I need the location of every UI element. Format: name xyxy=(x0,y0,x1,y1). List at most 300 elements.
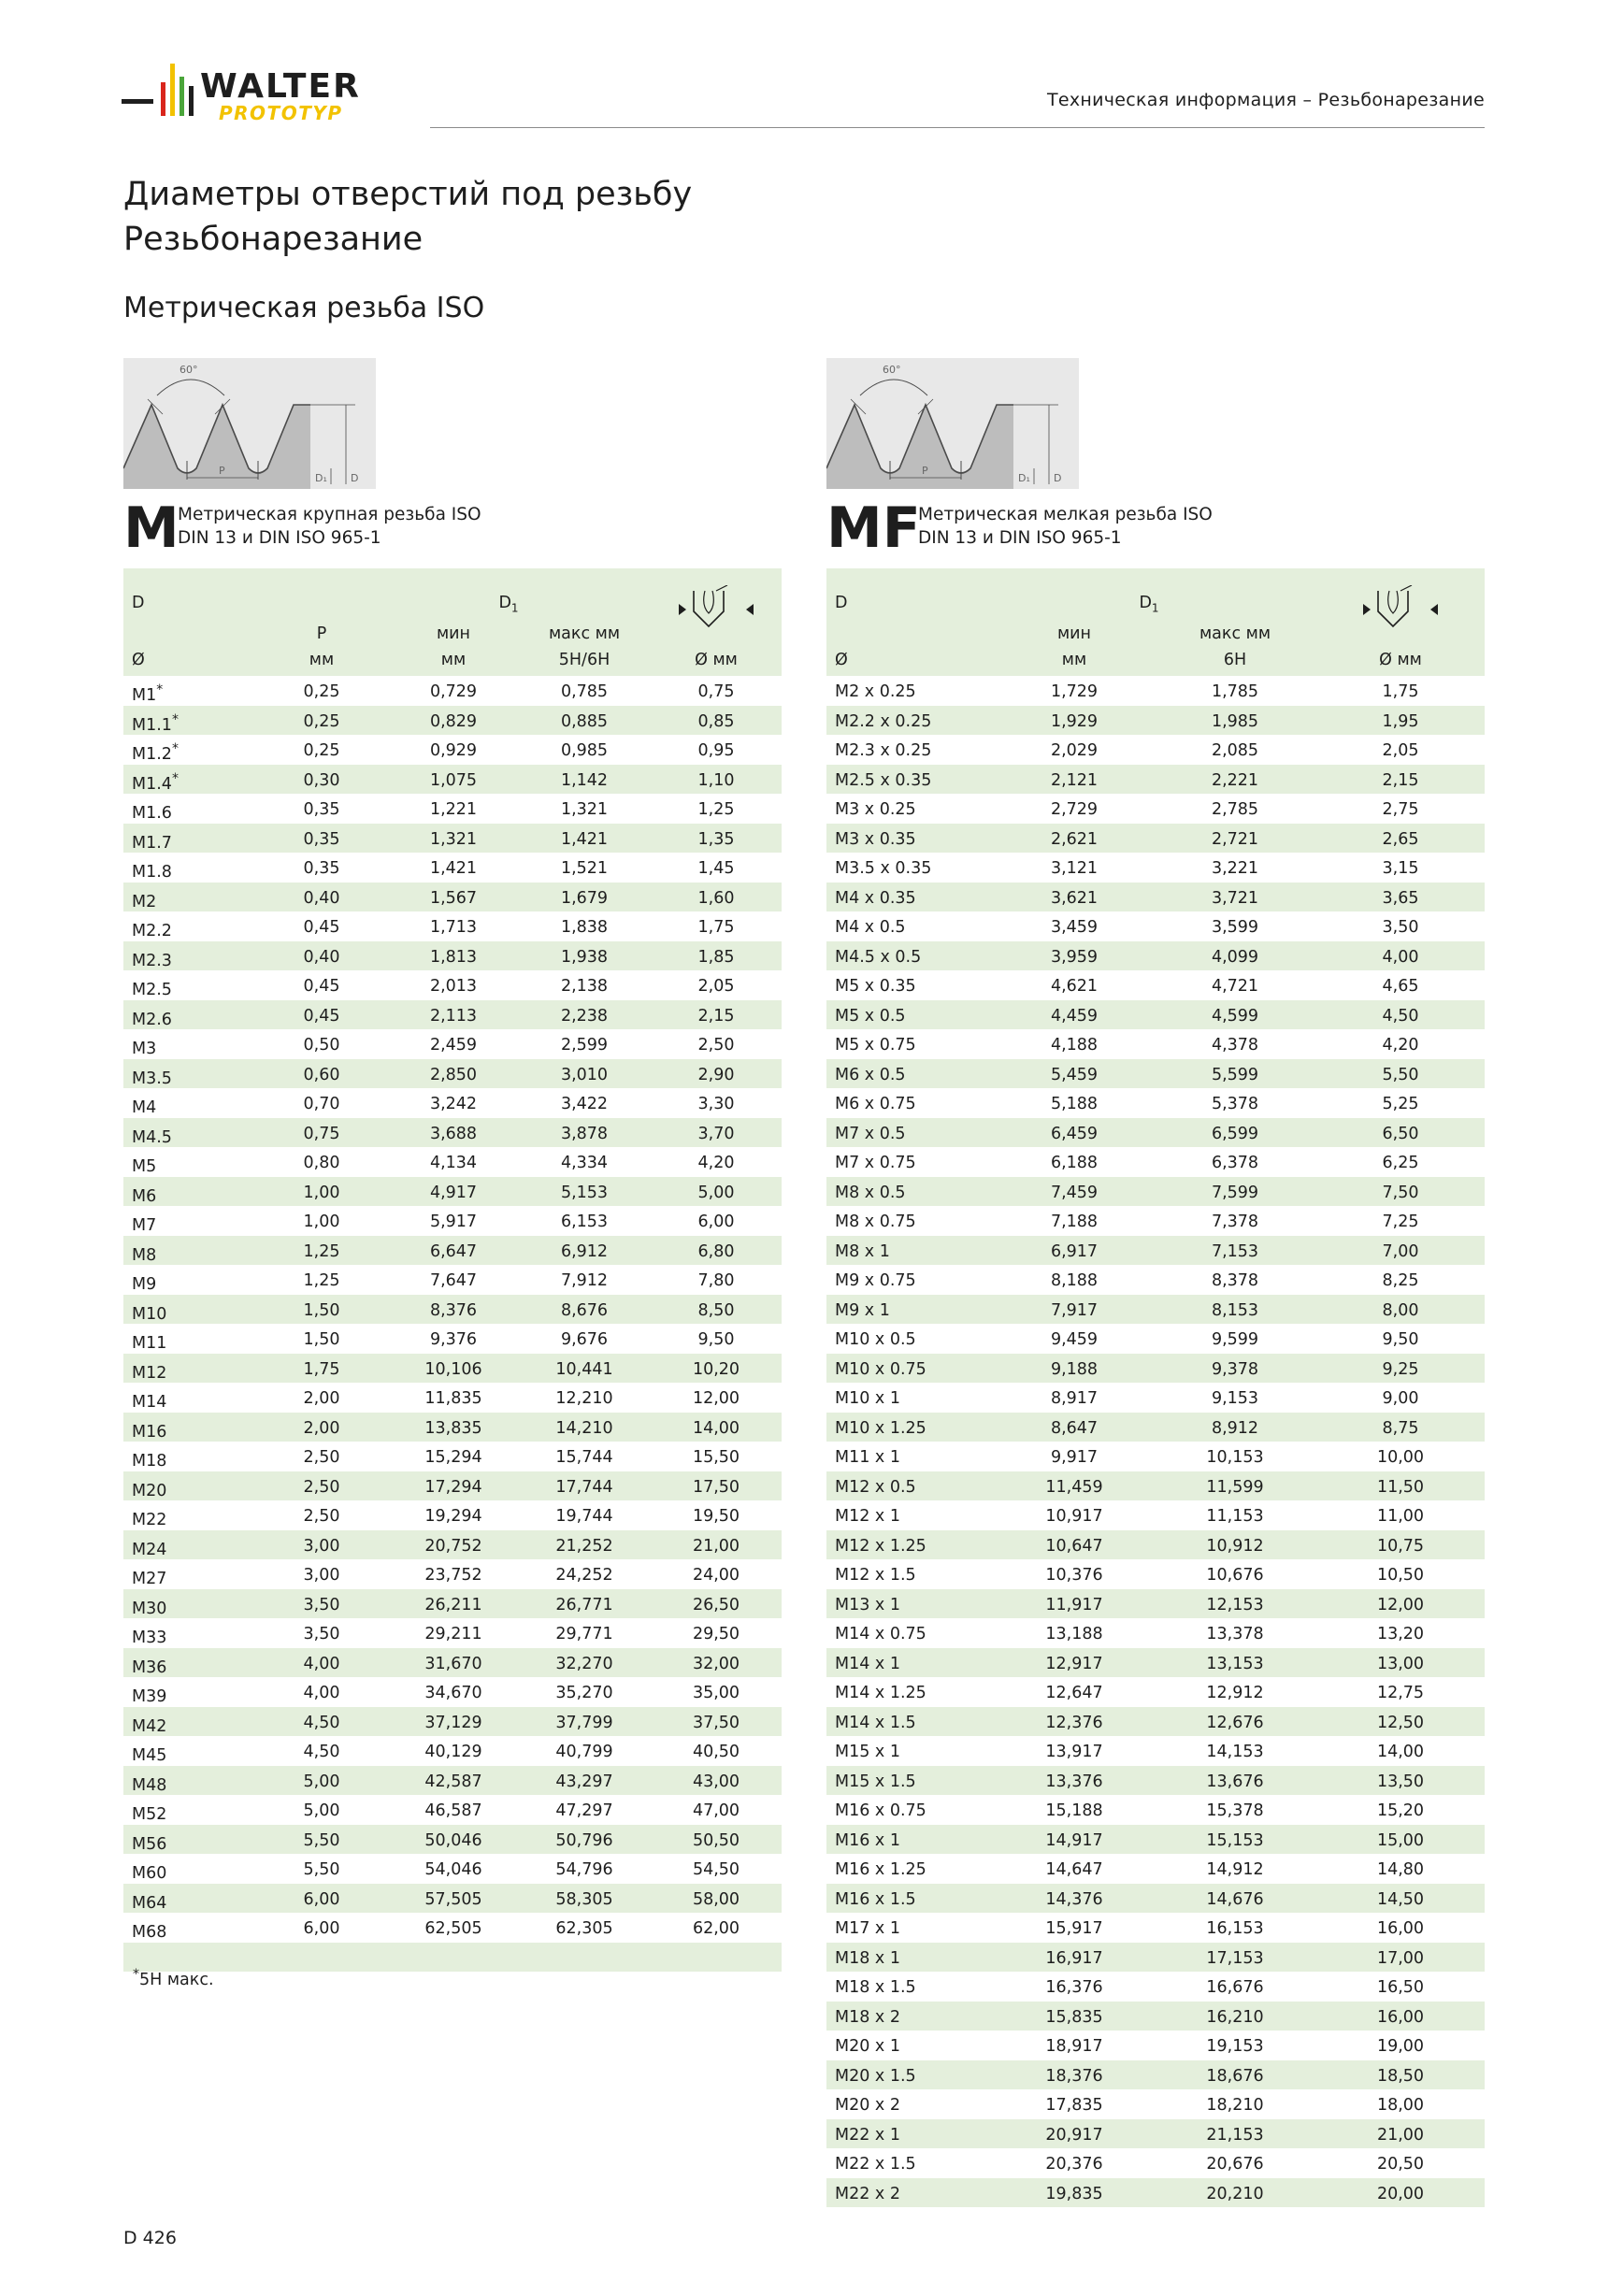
cell-p: 4,50 xyxy=(303,1713,340,1732)
cell-d: M33 xyxy=(132,1628,167,1647)
cell-p: 0,25 xyxy=(303,711,340,731)
cell-max: 5,599 xyxy=(1211,1065,1259,1084)
table-row xyxy=(123,1766,782,1796)
cell-min: 9,459 xyxy=(1050,1330,1099,1349)
cell-max: 4,099 xyxy=(1211,947,1259,967)
cell-min: 10,647 xyxy=(1045,1536,1103,1556)
cell-min: 2,729 xyxy=(1050,800,1099,819)
cell-p: 0,35 xyxy=(303,829,340,849)
cell-p: 3,50 xyxy=(303,1625,340,1643)
cell-max: 40,799 xyxy=(555,1743,613,1761)
cell-max: 62,305 xyxy=(555,1919,613,1938)
table-row xyxy=(123,1854,782,1884)
cell-d: M3 x 0.25 xyxy=(835,800,916,819)
cell-drill: 1,75 xyxy=(697,918,735,937)
cell-d: M1.6 xyxy=(132,803,172,823)
cell-min: 2,113 xyxy=(429,1006,478,1026)
cell-min: 6,917 xyxy=(1050,1241,1099,1261)
cell-drill: 9,00 xyxy=(1382,1389,1419,1408)
cell-max: 3,010 xyxy=(560,1065,609,1084)
cell-drill: 2,15 xyxy=(1382,770,1419,790)
cell-max: 19,153 xyxy=(1206,2037,1264,2056)
cell-d: M68 xyxy=(132,1922,167,1942)
cell-d: M18 x 1 xyxy=(835,1948,900,1968)
page-number: D 426 xyxy=(123,2228,177,2248)
table-row xyxy=(123,824,782,854)
table-row xyxy=(826,970,1485,1000)
cell-drill: 3,70 xyxy=(697,1124,735,1143)
cell-min: 2,621 xyxy=(1050,829,1099,849)
cell-max: 24,252 xyxy=(555,1566,613,1585)
cell-p: 0,35 xyxy=(303,859,340,878)
page-subtitle: Метрическая резьба ISO xyxy=(123,292,485,324)
cell-min: 13,376 xyxy=(1045,1772,1103,1791)
table-row xyxy=(123,1736,782,1766)
table-row xyxy=(123,1471,782,1501)
cell-max: 2,138 xyxy=(560,977,609,996)
table-row xyxy=(123,1648,782,1678)
table-row xyxy=(123,1677,782,1707)
cell-d: M5 x 0.35 xyxy=(835,977,916,996)
cell-p: 4,00 xyxy=(303,1684,340,1702)
table-row xyxy=(123,883,782,912)
cell-max: 18,210 xyxy=(1206,2096,1264,2115)
cell-p: 2,50 xyxy=(303,1507,340,1526)
cell-p: 0,45 xyxy=(303,918,340,937)
cell-d: M45 xyxy=(132,1745,167,1765)
cell-max: 10,676 xyxy=(1206,1566,1264,1585)
cell-d: M39 xyxy=(132,1686,167,1706)
cell-drill: 18,50 xyxy=(1376,2066,1425,2086)
cell-d: M27 xyxy=(132,1569,167,1588)
cell-max: 11,599 xyxy=(1206,1477,1264,1497)
cell-max: 6,912 xyxy=(560,1241,609,1261)
cell-drill: 20,50 xyxy=(1376,2155,1425,2174)
cell-drill: 1,75 xyxy=(1382,682,1419,701)
cell-drill: 16,50 xyxy=(1376,1978,1425,1997)
header-p-unit: мм xyxy=(309,651,335,669)
table-row xyxy=(123,853,782,883)
cell-d: M3 x 0.35 xyxy=(835,829,916,849)
cell-min: 26,211 xyxy=(424,1595,482,1614)
cell-d: M4.5 xyxy=(132,1127,172,1147)
cell-drill: 5,25 xyxy=(1382,1095,1419,1113)
cell-d: M12 x 0.5 xyxy=(835,1477,916,1497)
table-row xyxy=(826,1118,1485,1148)
cell-drill: 4,65 xyxy=(1382,977,1419,996)
cell-d: M64 xyxy=(132,1893,167,1913)
footnote: *5H макс. xyxy=(133,1967,214,1989)
cell-drill: 2,15 xyxy=(697,1006,735,1026)
svg-text:D: D xyxy=(1054,472,1062,484)
table-row xyxy=(123,1383,782,1413)
cell-min: 1,075 xyxy=(429,770,478,790)
cell-d: M12 x 1.25 xyxy=(835,1536,926,1556)
table-row xyxy=(826,824,1485,854)
cell-d: M5 x 0.5 xyxy=(835,1006,906,1026)
coarse-thread-symbol: M xyxy=(123,495,180,561)
cell-max: 58,305 xyxy=(555,1889,613,1909)
cell-drill: 12,50 xyxy=(1376,1713,1425,1732)
cell-drill: 54,50 xyxy=(692,1860,740,1879)
cell-p: 0,75 xyxy=(303,1124,340,1143)
cell-drill: 1,35 xyxy=(697,829,735,849)
cell-min: 10,106 xyxy=(424,1359,482,1379)
cell-drill: 0,75 xyxy=(697,682,735,701)
cell-min: 4,917 xyxy=(429,1183,478,1202)
cell-min: 14,917 xyxy=(1045,1830,1103,1850)
cell-drill: 2,75 xyxy=(1382,800,1419,819)
cell-max: 17,744 xyxy=(555,1477,613,1497)
cell-d: M36 xyxy=(132,1657,167,1677)
cell-d: M22 xyxy=(132,1510,167,1529)
cell-p: 5,50 xyxy=(303,1830,340,1850)
cell-min: 3,459 xyxy=(1050,918,1099,937)
cell-drill: 6,80 xyxy=(697,1241,735,1261)
cell-drill: 3,15 xyxy=(1382,859,1419,878)
table-row xyxy=(826,1736,1485,1766)
cell-d: M7 xyxy=(132,1215,157,1235)
cell-d: M1.7 xyxy=(132,833,172,853)
cell-drill: 24,00 xyxy=(692,1566,740,1585)
header-d1: $D_1$ xyxy=(498,594,519,615)
cell-drill: 7,00 xyxy=(1382,1241,1419,1261)
header-drill-unit: Ø мм xyxy=(1379,651,1422,669)
cell-drill: 15,00 xyxy=(1376,1830,1425,1850)
table-row xyxy=(123,1589,782,1619)
cell-min: 1,929 xyxy=(1050,711,1099,731)
cell-min: 20,376 xyxy=(1045,2155,1103,2174)
cell-drill: 2,65 xyxy=(1382,829,1419,849)
svg-text:D₁: D₁ xyxy=(315,472,327,484)
cell-max: 1,321 xyxy=(560,800,609,819)
table-row xyxy=(826,1177,1485,1207)
cell-min: 0,729 xyxy=(429,682,478,701)
cell-p: 4,50 xyxy=(303,1743,340,1761)
table-row xyxy=(826,1383,1485,1413)
cell-min: 12,917 xyxy=(1045,1654,1103,1673)
cell-d: M2 x 0.25 xyxy=(835,682,916,701)
header-p: P xyxy=(316,624,327,643)
thread-profile-diagram-left xyxy=(123,358,376,489)
cell-min: 6,459 xyxy=(1050,1124,1099,1143)
cell-min: 19,835 xyxy=(1045,2184,1103,2203)
table-row xyxy=(826,1354,1485,1384)
cell-d: M8 x 0.5 xyxy=(835,1183,906,1202)
cell-min: 5,188 xyxy=(1050,1095,1099,1113)
cell-drill: 19,50 xyxy=(692,1507,740,1526)
cell-min: 17,835 xyxy=(1045,2096,1103,2115)
header-min: мин xyxy=(436,624,471,643)
table-row xyxy=(826,735,1485,765)
header-diameter-symbol: Ø xyxy=(132,651,145,669)
table-row xyxy=(826,1295,1485,1325)
cell-max: 1,985 xyxy=(1211,711,1259,731)
table-row xyxy=(123,1265,782,1295)
cell-drill: 0,85 xyxy=(697,711,735,731)
header-d: D xyxy=(132,594,145,612)
cell-d: M11 x 1 xyxy=(835,1448,900,1467)
cell-min: 1,813 xyxy=(429,947,478,967)
cell-p: 0,25 xyxy=(303,741,340,760)
cell-p: 2,50 xyxy=(303,1448,340,1467)
svg-text:P: P xyxy=(922,465,928,477)
cell-max: 1,421 xyxy=(560,829,609,849)
cell-d: M18 x 2 xyxy=(835,2007,900,2027)
cell-p: 1,00 xyxy=(303,1183,340,1202)
cell-max: 17,153 xyxy=(1206,1948,1264,1968)
table-row xyxy=(826,1943,1485,1973)
cell-drill: 2,90 xyxy=(697,1065,735,1084)
cell-drill: 2,50 xyxy=(697,1036,735,1055)
cell-d: M1.2* xyxy=(132,741,179,764)
cell-d: M16 x 1.25 xyxy=(835,1860,926,1879)
table-row xyxy=(826,1854,1485,1884)
cell-drill: 11,00 xyxy=(1376,1507,1425,1526)
table-row xyxy=(826,1413,1485,1442)
cell-d: M2.2 x 0.25 xyxy=(835,711,932,731)
cell-max: 12,676 xyxy=(1206,1713,1264,1732)
cell-d: M14 x 1.5 xyxy=(835,1713,916,1732)
cell-p: 2,00 xyxy=(303,1418,340,1438)
cell-drill: 9,50 xyxy=(1382,1330,1419,1349)
cell-min: 10,376 xyxy=(1045,1566,1103,1585)
cell-drill: 18,00 xyxy=(1376,2096,1425,2115)
cell-p: 5,00 xyxy=(303,1772,340,1791)
cell-drill: 21,00 xyxy=(1376,2125,1425,2145)
cell-drill: 21,00 xyxy=(692,1536,740,1556)
table-row xyxy=(826,2148,1485,2178)
coarse-thread-caption xyxy=(178,503,481,550)
cell-d: M3 xyxy=(132,1039,157,1058)
logo-walter-text: WALTER xyxy=(200,67,361,106)
header-d: D xyxy=(835,594,848,612)
cell-max: 13,676 xyxy=(1206,1772,1264,1791)
page-title-line1: Диаметры отверстий под резьбу xyxy=(123,176,693,213)
cell-d: M20 x 2 xyxy=(835,2096,900,2115)
cell-drill: 7,80 xyxy=(697,1271,735,1290)
cell-min: 6,647 xyxy=(429,1241,478,1261)
cell-drill: 8,75 xyxy=(1382,1418,1419,1438)
cell-d: M56 xyxy=(132,1834,167,1854)
cell-min: 3,621 xyxy=(1050,888,1099,908)
header-max: макс мм xyxy=(548,624,621,643)
table-row xyxy=(123,1295,782,1325)
cell-d: M12 x 1 xyxy=(835,1507,900,1526)
table-row xyxy=(123,706,782,736)
table-row xyxy=(123,1618,782,1648)
table-row xyxy=(123,1059,782,1089)
cell-max: 4,721 xyxy=(1211,977,1259,996)
svg-text:60°: 60° xyxy=(883,364,901,376)
cell-p: 0,45 xyxy=(303,1006,340,1026)
table-row xyxy=(826,911,1485,941)
table-row xyxy=(123,1206,782,1236)
cell-min: 40,129 xyxy=(424,1743,482,1761)
table-row xyxy=(123,1795,782,1825)
cell-drill: 9,50 xyxy=(697,1330,735,1349)
cell-max: 3,422 xyxy=(560,1095,609,1113)
table-row xyxy=(123,765,782,795)
cell-drill: 11,50 xyxy=(1376,1477,1425,1497)
cell-max: 11,153 xyxy=(1206,1507,1264,1526)
cell-max: 43,297 xyxy=(555,1772,613,1791)
table-row xyxy=(826,1265,1485,1295)
cell-max: 18,676 xyxy=(1206,2066,1264,2086)
table-row xyxy=(123,1442,782,1471)
cell-min: 3,121 xyxy=(1050,859,1099,878)
cell-d: M60 xyxy=(132,1863,167,1883)
cell-min: 1,221 xyxy=(429,800,478,819)
cell-d: M4.5 x 0.5 xyxy=(835,947,922,967)
cell-drill: 2,05 xyxy=(697,977,735,996)
cell-d: M22 x 1.5 xyxy=(835,2155,916,2174)
cell-p: 6,00 xyxy=(303,1889,340,1909)
cell-drill: 14,80 xyxy=(1376,1860,1425,1879)
cell-max: 3,878 xyxy=(560,1124,609,1143)
cell-d: M2.3 x 0.25 xyxy=(835,741,932,760)
cell-drill: 3,65 xyxy=(1382,888,1419,908)
cell-max: 2,085 xyxy=(1211,741,1259,760)
table-row xyxy=(123,1118,782,1148)
cell-max: 7,599 xyxy=(1211,1183,1259,1202)
cell-p: 1,50 xyxy=(303,1300,340,1320)
cell-max: 2,599 xyxy=(560,1036,609,1055)
cell-drill: 10,20 xyxy=(692,1359,740,1379)
cell-min: 1,421 xyxy=(429,859,478,878)
cell-d: M16 x 1.5 xyxy=(835,1889,916,1909)
cell-max: 2,238 xyxy=(560,1006,609,1026)
cell-drill: 14,50 xyxy=(1376,1889,1425,1909)
cell-min: 37,129 xyxy=(424,1713,482,1732)
cell-min: 16,917 xyxy=(1045,1948,1103,1968)
cell-min: 7,647 xyxy=(429,1271,478,1290)
cell-max: 0,785 xyxy=(560,682,609,701)
cell-drill: 1,25 xyxy=(697,800,735,819)
table-row xyxy=(826,1442,1485,1471)
cell-drill: 4,00 xyxy=(1382,947,1419,967)
cell-drill: 7,25 xyxy=(1382,1213,1419,1231)
table-row xyxy=(826,2089,1485,2119)
cell-p: 0,70 xyxy=(303,1095,340,1113)
coarse-thread-caption-line1: Метрическая крупная резьба ISO xyxy=(178,505,481,524)
header-d1: $D_1$ xyxy=(1139,594,1159,615)
cell-d: M42 xyxy=(132,1716,167,1736)
cell-drill: 62,00 xyxy=(692,1919,740,1938)
header-min-unit: мм xyxy=(1061,651,1087,669)
table-row xyxy=(123,1413,782,1442)
table-row xyxy=(123,1913,782,1943)
cell-d: M5 x 0.75 xyxy=(835,1036,916,1055)
cell-drill: 15,50 xyxy=(692,1448,740,1467)
cell-max: 9,599 xyxy=(1211,1330,1259,1349)
cell-max: 8,912 xyxy=(1211,1418,1259,1438)
cell-drill: 12,00 xyxy=(1376,1595,1425,1614)
cell-max: 16,153 xyxy=(1206,1919,1264,1938)
cell-drill: 0,95 xyxy=(697,741,735,760)
cell-max: 14,210 xyxy=(555,1418,613,1438)
cell-p: 2,00 xyxy=(303,1389,340,1408)
cell-d: M12 x 1.5 xyxy=(835,1566,916,1585)
cell-p: 1,25 xyxy=(303,1241,340,1261)
cell-min: 0,829 xyxy=(429,711,478,731)
cell-max: 35,270 xyxy=(555,1684,613,1702)
cell-min: 2,121 xyxy=(1050,770,1099,790)
cell-min: 3,688 xyxy=(429,1124,478,1143)
cell-max: 4,378 xyxy=(1211,1036,1259,1055)
table-row xyxy=(826,1324,1485,1354)
cell-max: 20,210 xyxy=(1206,2184,1264,2203)
cell-drill: 6,25 xyxy=(1382,1154,1419,1172)
cell-max: 5,378 xyxy=(1211,1095,1259,1113)
cell-drill: 13,50 xyxy=(1376,1772,1425,1791)
table-row xyxy=(826,853,1485,883)
table-row xyxy=(826,2060,1485,2090)
cell-drill: 14,00 xyxy=(692,1418,740,1438)
cell-min: 8,188 xyxy=(1050,1271,1099,1290)
table-row xyxy=(826,1825,1485,1855)
header-drill-unit: Ø мм xyxy=(695,651,738,669)
cell-d: M1.8 xyxy=(132,862,172,882)
cell-max: 20,676 xyxy=(1206,2155,1264,2174)
cell-max: 0,985 xyxy=(560,741,609,760)
cell-max: 0,885 xyxy=(560,711,609,731)
svg-text:D: D xyxy=(351,472,359,484)
coarse-thread-table xyxy=(123,568,782,1972)
cell-d: M2.3 xyxy=(132,951,172,970)
cell-d: M9 xyxy=(132,1274,157,1294)
cell-max: 2,221 xyxy=(1211,770,1259,790)
cell-min: 6,188 xyxy=(1050,1154,1099,1172)
cell-min: 9,188 xyxy=(1050,1359,1099,1379)
cell-min: 1,321 xyxy=(429,829,478,849)
cell-max: 15,744 xyxy=(555,1448,613,1467)
cell-drill: 17,50 xyxy=(692,1477,740,1497)
cell-max: 32,270 xyxy=(555,1654,613,1673)
cell-max: 1,142 xyxy=(560,770,609,790)
table-row xyxy=(123,1530,782,1560)
cell-d: M7 x 0.5 xyxy=(835,1124,906,1143)
table-row xyxy=(123,1324,782,1354)
drill-tool-icon xyxy=(679,585,754,637)
cell-min: 14,647 xyxy=(1045,1860,1103,1879)
cell-drill: 26,50 xyxy=(692,1595,740,1614)
cell-drill: 7,50 xyxy=(1382,1183,1419,1202)
cell-d: M4 x 0.35 xyxy=(835,888,916,908)
cell-drill: 13,00 xyxy=(1376,1654,1425,1673)
cell-max: 2,721 xyxy=(1211,829,1259,849)
cell-drill: 29,50 xyxy=(692,1625,740,1643)
cell-max: 14,153 xyxy=(1206,1743,1264,1761)
cell-drill: 13,20 xyxy=(1376,1625,1425,1643)
cell-d: M6 x 0.75 xyxy=(835,1095,916,1113)
coarse-thread-caption-line2: DIN 13 и DIN ISO 965-1 xyxy=(178,528,381,548)
fine-thread-symbol: MF xyxy=(826,495,921,561)
table-row xyxy=(826,1795,1485,1825)
cell-p: 0,50 xyxy=(303,1036,340,1055)
cell-drill: 32,00 xyxy=(692,1654,740,1673)
cell-p: 1,50 xyxy=(303,1330,340,1349)
cell-d: M6 xyxy=(132,1186,157,1206)
table-row xyxy=(123,911,782,941)
cell-drill: 10,00 xyxy=(1376,1448,1425,1467)
cell-p: 0,40 xyxy=(303,888,340,908)
cell-min: 4,459 xyxy=(1050,1006,1099,1026)
table-row xyxy=(123,970,782,1000)
cell-max: 7,912 xyxy=(560,1271,609,1290)
cell-d: M24 xyxy=(132,1540,167,1559)
cell-d: M22 x 2 xyxy=(835,2184,900,2203)
